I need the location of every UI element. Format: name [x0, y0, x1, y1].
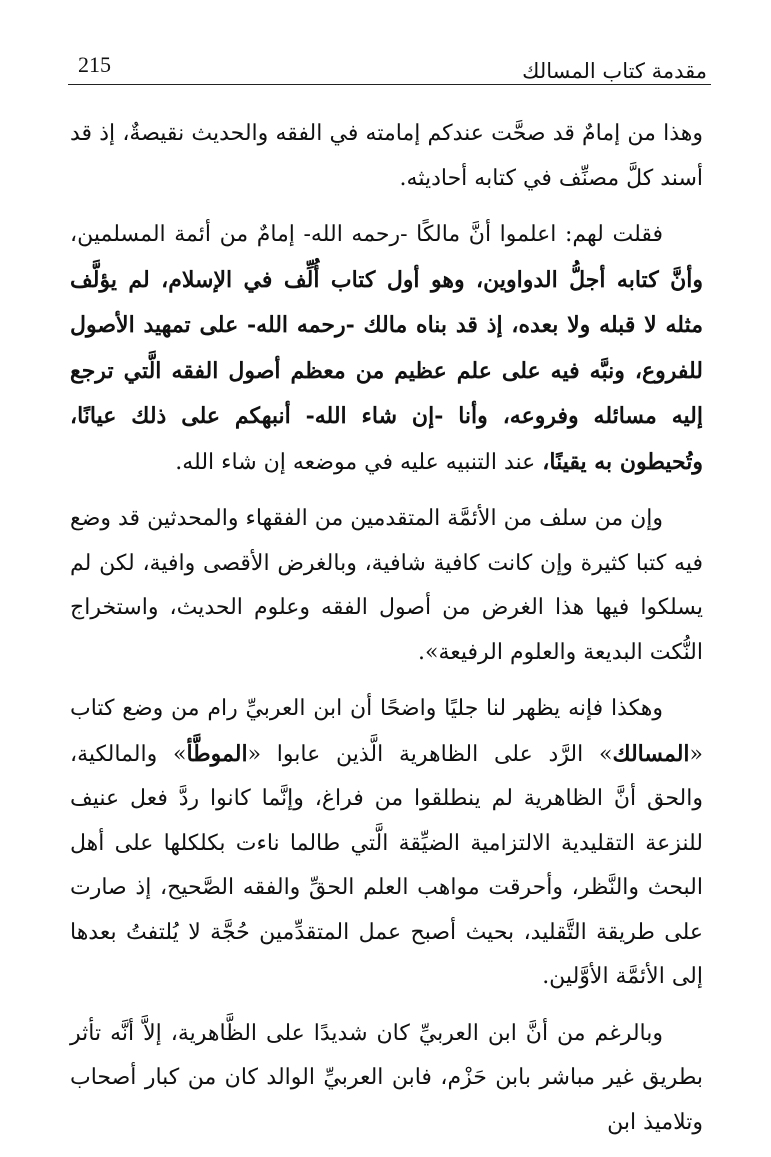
paragraph-text: وهذا من إمامٌ قد صحَّت عندكم إمامته في الفقه والحديث نقيصةٌ، إذ قد أسند كلَّ مصنِّف في كتابه أحاديثه. [70, 121, 703, 191]
paragraph-predecessors [70, 497, 703, 675]
book-title-almasalik: المسالك [612, 740, 690, 767]
running-title: مقدمة كتاب المسالك [522, 59, 707, 83]
book-title-almuwatta: الموطَّأ [186, 740, 248, 767]
paragraph-text: فقلت لهم: اعلموا أنَّ مالكًا -رحمه الله- إمامٌ من أئمة المسلمين، [70, 222, 663, 247]
paragraph-text: عند التنبيه عليه في موضعه إن شاء الله. [175, 449, 543, 475]
page-header [78, 40, 707, 84]
paragraph-text: » والمالكية، والحق أنَّ الظاهرية لم ينطلقوا من فراغ، وإنَّما كانوا ردَّ فعل عنيف للنزعة التقليدية الالتزامية الضيِّقة الَّتي طالما ناءت بكلكلها على أهل البحث والنَّظر، وأحرقت مواهب العلم الحقِّ والفقه الصَّحيح، إذ صارت على طريقة التَّقليد، بحيث أصبح عمل المتقدِّمين حُجَّة لا يُلتفتُ بعدها إلى الأئمَّة الأوَّلين. [70, 741, 703, 989]
paragraph-text: وإن من سلف من الأئمَّة المتقدمين من الفقهاء والمحدثين قد وضع فيه كتبا كثيرة وإن كانت كافية شافية، وبالغرض الأقصى وافية، لكن لم يسلكوا فيها هذا الغرض من أصول الفقه وعلوم الحديث، واستخراج النُّكت البديعة والعلوم الرفيعة». [70, 506, 703, 665]
paragraph-zahiriyya [70, 687, 703, 1000]
paragraph-text: وبالرغم من أنَّ ابن العربيِّ كان شديدًا على الظَّاهرية، إلاَّ أنَّه تأثر بطريق غير مباشر بابن حَزْم، فابن العربيِّ الوالد كان من كبار أصحاب وتلاميذ ابن [70, 1020, 703, 1135]
paragraph-continuation [70, 112, 703, 201]
header-divider [68, 84, 711, 85]
paragraph-text: » الرَّد على الظاهرية الَّذين عابوا « [247, 741, 613, 767]
page-body [70, 112, 703, 1157]
paragraph-malik-quote [70, 213, 703, 485]
paragraph-text: وهكذا فإنه يظهر لنا جليًا واضحًا أن ابن العربيِّ رام من وضع كتاب « [70, 696, 704, 767]
bold-emphasis: وأنَّ كتابه أجلُّ الدواوين، وهو أول كتاب أُلِّف في الإسلام، لم يؤلَّف مثله لا قبله ولا بعده، إذ قد بناه مالك -رحمه الله- على تمهيد الأصول للفروع، ونبَّه فيه على علم عظيم من معظم أصول الفقه الَّتي ترجع إليه مسائله وفروعه، وأنا -إن شاء الله- أنبهكم على ذلك عيانًا، وتُحيطون به يقينًا، [70, 266, 703, 475]
page-number: 215 [78, 52, 111, 77]
paragraph-ibn-hazm [70, 1012, 703, 1146]
